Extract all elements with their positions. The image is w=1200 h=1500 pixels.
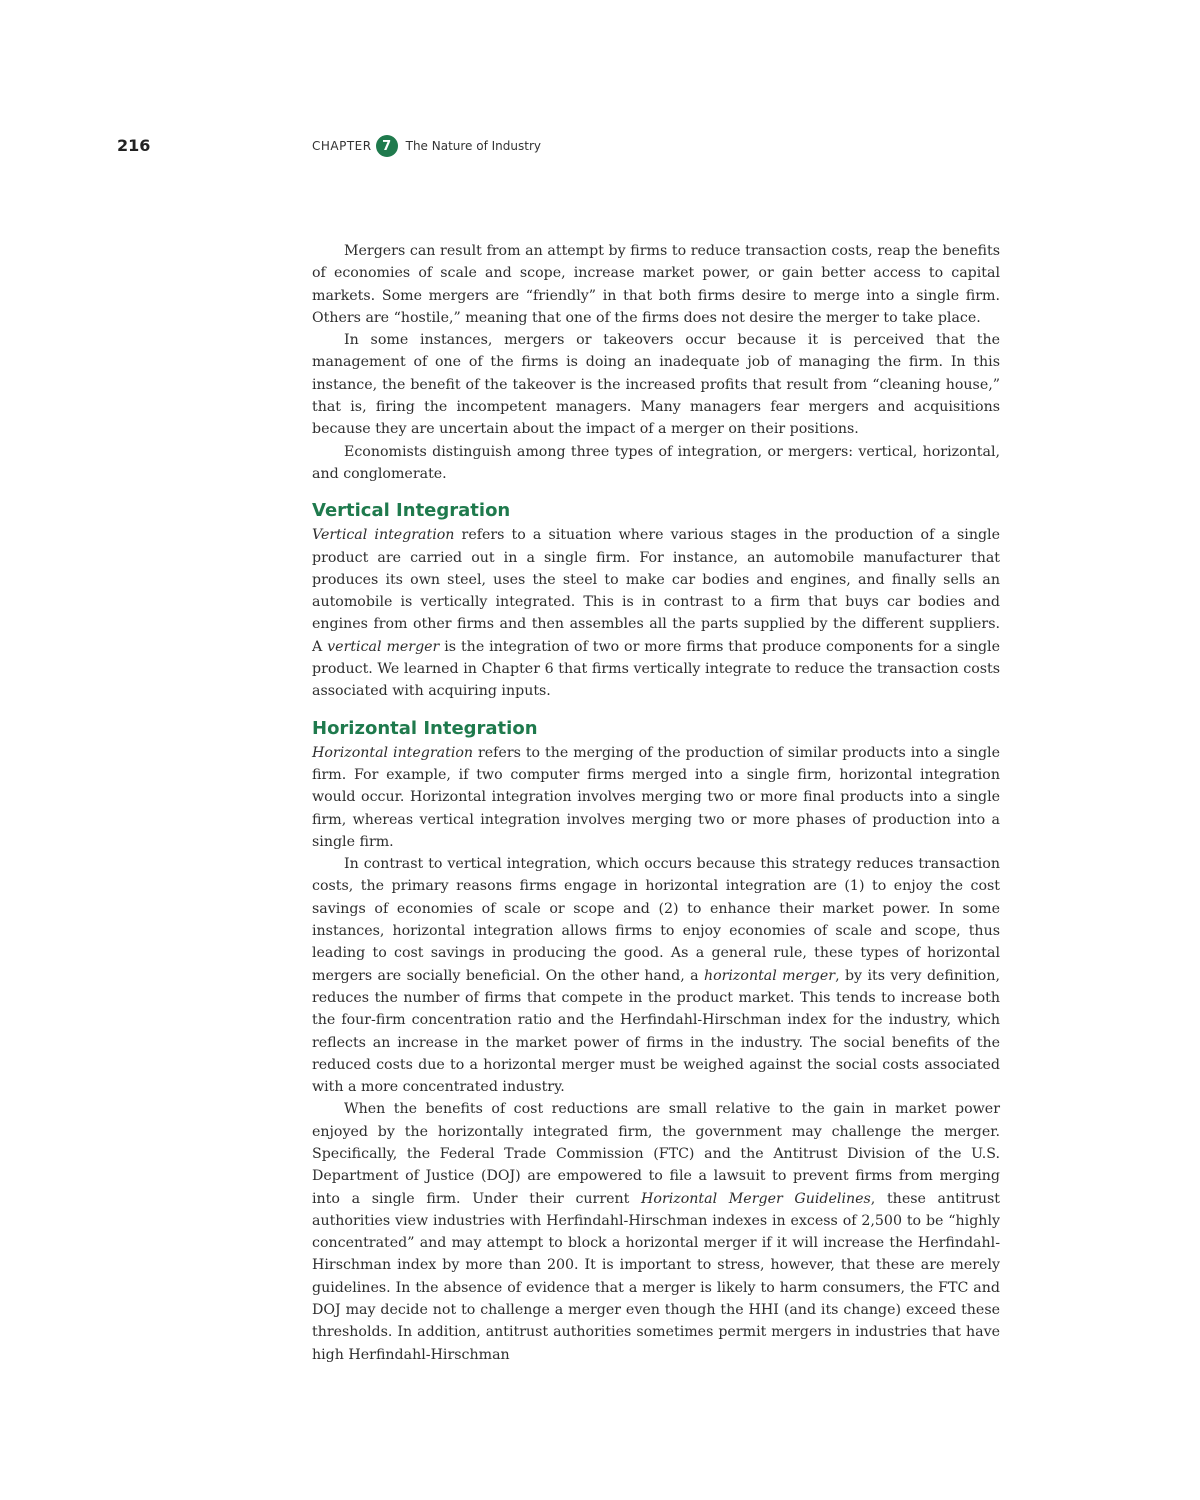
horizontal-integration-paragraph-3 bbox=[312, 1098, 1000, 1366]
intro-paragraph-2: In some instances, mergers or takeovers occur because it is perceived that the management of one of the firms is doing an inadequate job of managing the firm. In this instance, the benefit of the takeover is the increased profits that result from “cleaning house,” that is, firing the incompetent managers. Many managers fear mergers and acquisitions because they are uncertain about the impact of a merger on their positions. bbox=[312, 332, 1000, 438]
intro-paragraph-3: Economists distinguish among three types of integration, or mergers: vertical, horizontal, and conglomerate. bbox=[312, 443, 1000, 482]
intro-paragraph-1: Mergers can result from an attempt by firms to reduce transaction costs, reap the benefits of economies of scale and scope, increase market power, or gain better access to capital markets. Some mergers are “friendly” in that both firms desire to merge into a single firm. Others are “hostile,” meaning that one of the firms does not desire the merger to take place. bbox=[312, 243, 1000, 326]
horizontal-p3-text-a: When the benefits of cost reductions are small relative to the gain in market power enjoyed by the horizontally integrated firm, the government may challenge the merger. Specifically, the Federal Trade Commission (FTC) and the Antitrust Division of the U.S. Department of Justice (DOJ) are empowered to file a lawsuit to prevent firms from merging into a single firm. Under their current bbox=[312, 1101, 1000, 1207]
vertical-text-2: is the integration of two or more firms that produce components for a single product. We learned in Chapter 6 that firms vertically integrate to reduce the transaction costs associated with acquiring inputs. bbox=[312, 638, 1000, 700]
term-horizontal-merger: horizontal merger bbox=[703, 967, 836, 984]
vertical-integration-paragraph bbox=[312, 524, 1000, 702]
horizontal-p3-text-b: , these antitrust authorities view industries with Herfindahl-Hirschman indexes in excess of 2,500 to be “highly concentrated” and may attempt to block a horizontal merger if it will increase the Herfindahl-Hirschman index by more than 200. It is important to stress, however, that these are merely guidelines. In the absence of evidence that a merger is likely to harm consumers, the FTC and DOJ may decide not to challenge a merger even though the HHI (and its change) exceed these thresholds. In addition, antitrust authorities sometimes permit mergers in industries that have high Herfindahl-Hirschman bbox=[312, 1190, 1000, 1363]
horizontal-text-1: refers to the merging of the production of similar products into a single firm. For example, if two computer firms merged into a single firm, horizontal integration would occur. Horizontal integration involves merging two or more final products into a single firm, whereas vertical integration involves merging two or more phases of production into a single firm. bbox=[312, 744, 1000, 850]
chapter-number-badge: 7 bbox=[376, 135, 398, 157]
body-text bbox=[312, 240, 1000, 1366]
chapter-label: CHAPTER bbox=[312, 139, 372, 153]
chapter-title: The Nature of Industry bbox=[405, 139, 541, 153]
horizontal-integration-paragraph-2 bbox=[312, 853, 1000, 1098]
term-horizontal-integration: Horizontal integration bbox=[312, 744, 474, 761]
horizontal-p2-text-a: In contrast to vertical integration, which occurs because this strategy reduces transaction costs, the primary reasons firms engage in horizontal integration are (1) to enjoy the cost savings of economies of scale or scope and (2) to enhance their market power. In some instances, horizontal integration allows firms to enjoy economies of scale and scope, thus leading to cost savings in producing the good. As a general rule, these types of horizontal mergers are socially beneficial. On the other hand, a bbox=[312, 856, 1000, 984]
vertical-integration-heading: Vertical Integration bbox=[312, 500, 511, 522]
page-number: 216 bbox=[117, 136, 151, 155]
horizontal-p2-text-b: , by its very definition, reduces the number of firms that compete in the product market. This tends to increase both the four-firm concentration ratio and the Herfindahl-Hirschman index for the industry, which reflects an increase in the market power of firms in the industry. The social benefits of the reduced costs due to a horizontal merger must be weighed against the social costs associated with a more concentrated industry. bbox=[312, 967, 1000, 1096]
horizontal-integration-heading: Horizontal Integration bbox=[312, 717, 538, 739]
horizontal-integration-paragraph-1 bbox=[312, 742, 1000, 853]
term-vertical-merger: vertical merger bbox=[327, 638, 440, 655]
term-horizontal-merger-guidelines: Horizontal Merger Guidelines bbox=[641, 1190, 871, 1207]
running-head bbox=[312, 134, 541, 158]
term-vertical-integration: Vertical integration bbox=[312, 527, 455, 544]
vertical-text-1: refers to a situation where various stages in the production of a single product are carried out in a single firm. For instance, an automobile manufacturer that produces its own steel, uses the steel to make car bodies and engines, and finally sells an automobile is vertically integrated. This is in contrast to a firm that buys car bodies and engines from other firms and then assembles all the parts supplied by the different suppliers. A bbox=[312, 527, 1000, 655]
